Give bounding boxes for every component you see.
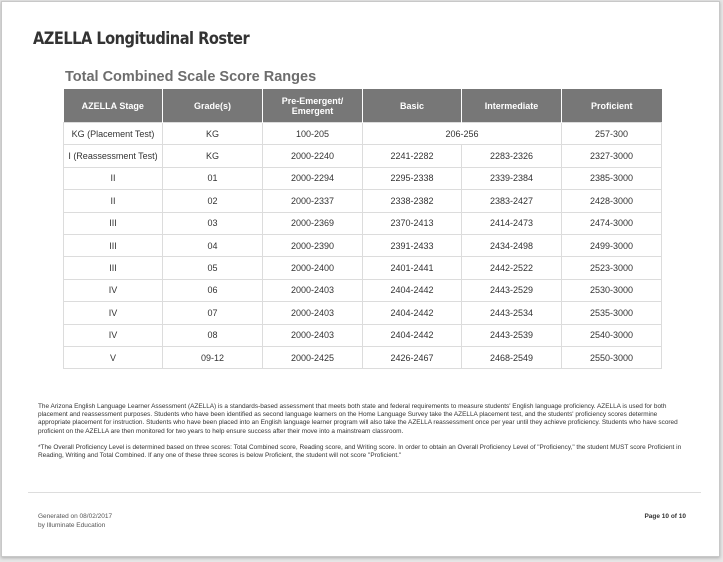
footer-divider: [28, 492, 701, 493]
notes-paragraph: The Arizona English Language Learner Assessment (AZELLA) is a standards-based assessment that meets both state and federal requirements to measure students' English language proficiency. AZELLA is used for both placement and reassessment purposes. Students who have been identified as second language learners on the Home Language Survey take the AZELLA placement test, and the students' proficiency scores determine appropriate placement for instruction. Students who have been placed into an English language learner program will also take the AZELLA reassessment once per year until they achieve proficiency. Students who have scored proficient on the AZELLA are then monitored for two years to help ensure success after their move into a mainstream classroom.: [38, 403, 678, 435]
cell-proficient: 2385-3000: [562, 167, 662, 189]
score-ranges-table: [63, 89, 662, 369]
cell-grades: 03: [163, 212, 263, 234]
cell-stage: III: [64, 257, 163, 279]
cell-grades: 05: [163, 257, 263, 279]
cell-basic: 2391-2433: [363, 234, 462, 256]
page-number: Page 10 of 10: [644, 513, 686, 520]
cell-proficient: 2474-3000: [562, 212, 662, 234]
cell-stage: III: [64, 212, 163, 234]
cell-intermediate: 2468-2549: [462, 346, 562, 368]
cell-intermediate: 2442-2522: [462, 257, 562, 279]
cell-basic: 2370-2413: [363, 212, 462, 234]
cell-proficient: 2523-3000: [562, 257, 662, 279]
table-row: [64, 279, 662, 301]
cell-stage: I (Reassessment Test): [64, 145, 163, 167]
cell-proficient: 2428-3000: [562, 190, 662, 212]
cell-proficient: 2327-3000: [562, 145, 662, 167]
cell-pre-emergent: 100-205: [263, 123, 363, 145]
cell-proficient: 2540-3000: [562, 324, 662, 346]
cell-pre-emergent: 2000-2294: [263, 167, 363, 189]
cell-grades: 04: [163, 234, 263, 256]
generated-by: by Illuminate Education: [38, 521, 106, 529]
cell-intermediate: 2443-2534: [462, 302, 562, 324]
cell-stage: IV: [64, 324, 163, 346]
column-header-basic: Basic: [363, 89, 462, 123]
cell-intermediate: 2443-2529: [462, 279, 562, 301]
assessment-notes: [38, 403, 690, 469]
cell-proficient: 257-300: [562, 123, 662, 145]
cell-grades: 01: [163, 167, 263, 189]
cell-basic: 2338-2382: [363, 190, 462, 212]
section-title: Total Combined Scale Score Ranges: [65, 69, 317, 85]
cell-proficient: 2530-3000: [562, 279, 662, 301]
table-row: [64, 190, 662, 212]
table-row: [64, 234, 662, 256]
cell-basic: 2241-2282: [363, 145, 462, 167]
footer-generated-info: [38, 513, 112, 530]
cell-stage: III: [64, 234, 163, 256]
table-row: [64, 145, 662, 167]
cell-grades: 06: [163, 279, 263, 301]
table-row: [64, 167, 662, 189]
cell-grades: 08: [163, 324, 263, 346]
cell-stage: IV: [64, 279, 163, 301]
table-row: [64, 346, 662, 368]
column-header-intermediate: Intermediate: [462, 89, 562, 123]
cell-intermediate: 2283-2326: [462, 145, 562, 167]
page-title: AZELLA Longitudinal Roster: [33, 29, 250, 49]
cell-pre-emergent: 2000-2369: [263, 212, 363, 234]
table-row: [64, 123, 662, 145]
table-row: [64, 257, 662, 279]
cell-pre-emergent: 2000-2400: [263, 257, 363, 279]
cell-grades: 02: [163, 190, 263, 212]
cell-proficient: 2550-3000: [562, 346, 662, 368]
generated-date: Generated on 08/02/2017: [38, 513, 113, 520]
table-header-row: [64, 89, 662, 123]
cell-stage: II: [64, 167, 163, 189]
cell-grades: KG: [163, 145, 263, 167]
cell-pre-emergent: 2000-2390: [263, 234, 363, 256]
cell-basic: 2404-2442: [363, 324, 462, 346]
cell-pre-emergent: 2000-2240: [263, 145, 363, 167]
column-header-grades: Grade(s): [163, 89, 263, 123]
column-header-pre-emergent: Pre-Emergent/ Emergent: [263, 89, 363, 123]
cell-intermediate: 2434-2498: [462, 234, 562, 256]
table-row: [64, 302, 662, 324]
cell-stage: II: [64, 190, 163, 212]
cell-pre-emergent: 2000-2337: [263, 190, 363, 212]
cell-grades: 07: [163, 302, 263, 324]
cell-pre-emergent: 2000-2425: [263, 346, 363, 368]
cell-stage: IV: [64, 302, 163, 324]
cell-grades: 09-12: [163, 346, 263, 368]
cell-proficient: 2499-3000: [562, 234, 662, 256]
cell-intermediate: 2383-2427: [462, 190, 562, 212]
column-header-proficient: Proficient: [562, 89, 662, 123]
cell-stage: V: [64, 346, 163, 368]
cell-basic: 2404-2442: [363, 302, 462, 324]
report-page: [1, 1, 720, 557]
cell-basic: 2401-2441: [363, 257, 462, 279]
cell-pre-emergent: 2000-2403: [263, 279, 363, 301]
cell-basic-intermediate: 206-256: [363, 123, 562, 145]
cell-intermediate: 2414-2473: [462, 212, 562, 234]
cell-basic: 2404-2442: [363, 279, 462, 301]
cell-proficient: 2535-3000: [562, 302, 662, 324]
column-header-stage: AZELLA Stage: [64, 89, 163, 123]
cell-intermediate: 2443-2539: [462, 324, 562, 346]
notes-footnote: *The Overall Proficiency Level is determined based on three scores: Total Combined score, Reading score, and Writing score. In order to obtain an Overall Proficiency Level of "Proficiency," the student MUST score Proficient in Reading, Writing and Total Combined. If any one of these three scores is below Proficient, the student will not score "Proficient.": [38, 444, 682, 460]
cell-intermediate: 2339-2384: [462, 167, 562, 189]
cell-grades: KG: [163, 123, 263, 145]
cell-basic: 2426-2467: [363, 346, 462, 368]
cell-basic: 2295-2338: [363, 167, 462, 189]
table-row: [64, 212, 662, 234]
cell-pre-emergent: 2000-2403: [263, 324, 363, 346]
table-row: [64, 324, 662, 346]
cell-pre-emergent: 2000-2403: [263, 302, 363, 324]
cell-stage: KG (Placement Test): [64, 123, 163, 145]
